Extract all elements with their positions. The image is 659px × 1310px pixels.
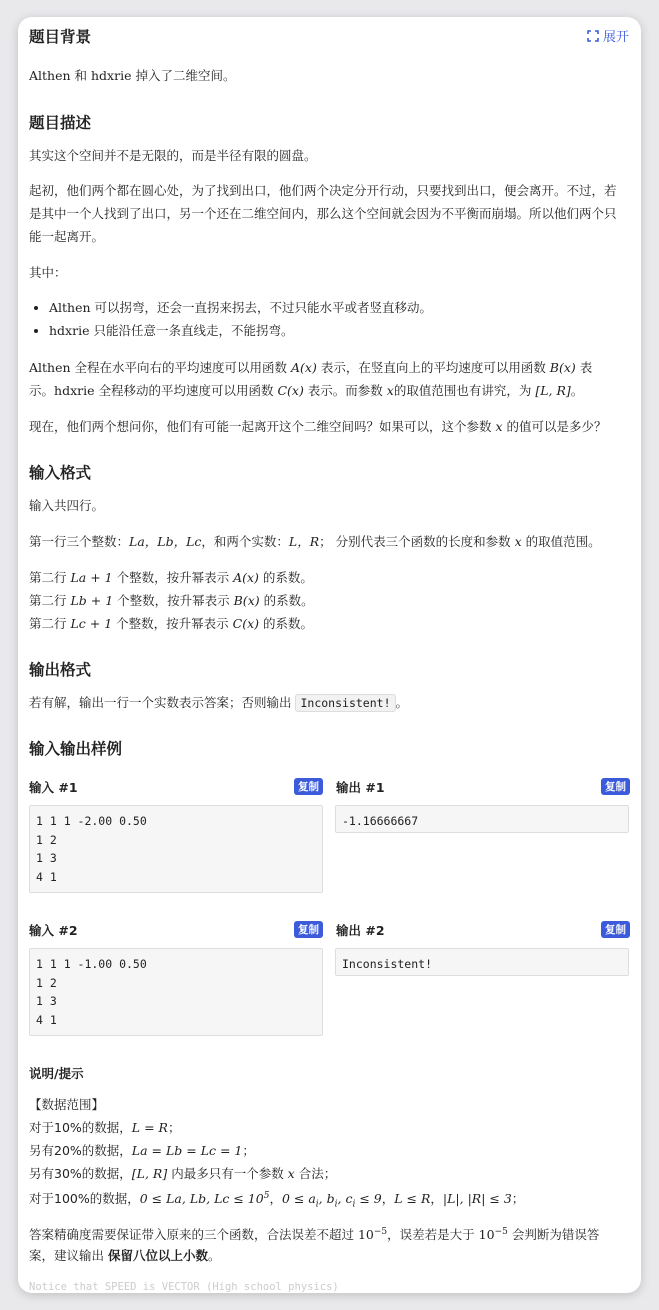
input-format-p2	[29, 530, 601, 553]
math-vars: La，Lb，Lc	[129, 534, 202, 549]
math-expr: 10	[357, 1227, 374, 1243]
text-span: 第二行	[29, 593, 71, 608]
text-span: 表	[575, 360, 593, 375]
text-span: 的值可以是多少？	[502, 419, 607, 434]
copy-button[interactable]: 复制	[601, 921, 630, 938]
text-span: 个整数，按升幂表示	[112, 616, 233, 631]
text-span: 个整数，按升幂表示	[113, 593, 234, 608]
description-p3: 其中：	[29, 265, 67, 280]
samples-title: 输入输出样例	[29, 740, 123, 758]
input-line-2	[29, 589, 314, 612]
text-span: 示。	[29, 383, 55, 398]
hint-title: 说明/提示	[29, 1066, 84, 1081]
bold-text: 保留八位以上小数	[107, 1248, 208, 1263]
text-span: 全程移动的平均速度可以用函数	[94, 383, 278, 398]
text-span: 内最多只有一个参数	[167, 1166, 288, 1181]
text-span: 对于10%的数据，	[29, 1120, 132, 1135]
text-span: 若有解，输出一行一个实数表示答案；否则输出	[29, 695, 296, 710]
text-span: 第二行	[29, 570, 71, 585]
sample-output-2[interactable]: Inconsistent!	[335, 948, 629, 976]
math-range: [L, R]	[535, 383, 571, 398]
math-A: A(x)	[233, 570, 259, 585]
description-title: 题目描述	[29, 114, 92, 132]
math-sup: −5	[373, 1227, 388, 1237]
output-format-title: 输出格式	[29, 661, 92, 679]
math-B: B(x)	[233, 593, 260, 608]
rules-list	[29, 296, 639, 342]
background-text: Althen 和 hdxrie 掉入了二维空间。	[29, 68, 236, 83]
text-span: 的取值范围。	[521, 534, 601, 549]
math-expr: , c	[337, 1191, 353, 1207]
math-expr: [L, R]	[131, 1166, 168, 1181]
bullet-text: 只能沿任意一条直线走，不能拐弯。	[89, 323, 294, 338]
text-span: 的系数。	[259, 616, 313, 631]
background-title: 题目背景	[29, 28, 92, 46]
text-span: ，	[269, 1191, 282, 1207]
text-span: 答案精确度需要保证带入原来的三个函数，合法误差不超过	[29, 1227, 358, 1243]
text-span: ，误差若是大于	[387, 1227, 479, 1243]
text-span: 的系数。	[259, 593, 314, 608]
sample-input-1[interactable]: 1 1 1 -2.00 0.50 1 2 1 3 4 1	[29, 805, 323, 893]
description-p4-line2	[29, 379, 629, 402]
input-line-1	[29, 566, 313, 589]
hint-range-2	[29, 1139, 255, 1162]
text-span: ，	[430, 1191, 443, 1207]
inline-code: Inconsistent!	[295, 694, 395, 712]
bullet-text: 可以拐弯，还会一直拐来拐去，不过只能水平或者竖直移动。	[90, 300, 433, 315]
description-p1: 其实这个空间并不是无限的，而是半径有限的圆盘。	[29, 148, 317, 163]
math-sub: i	[334, 1199, 338, 1210]
text-span: 另有30%的数据，	[29, 1166, 132, 1181]
math-sup: −5	[494, 1227, 508, 1237]
math-sub: i	[352, 1199, 356, 1210]
text-span: 。	[395, 695, 409, 710]
text-span: ；	[242, 1143, 255, 1158]
input-format-p1: 输入共四行。	[29, 498, 105, 513]
input-format-title: 输入格式	[29, 464, 92, 482]
faded-note: Notice that SPEED is VECTOR (High school physics)	[29, 1281, 339, 1293]
text-span: 现在，他们两个想问你，他们有可能一起离开这个二维空间吗？如果可以，这个参数	[29, 419, 496, 434]
sample-output-1[interactable]: -1.16666667	[335, 805, 629, 833]
math-x: x	[514, 534, 522, 549]
description-p5	[29, 415, 629, 438]
sample-input-2-label: 输入 #2	[29, 923, 78, 938]
copy-button[interactable]: 复制	[294, 778, 323, 795]
name-althen: Althen	[29, 360, 71, 375]
copy-button[interactable]: 复制	[294, 921, 323, 938]
math-sup: 5	[263, 1191, 270, 1201]
hint-range-1	[29, 1116, 180, 1139]
math-A: A(x)	[291, 360, 317, 375]
text-span: 第二行	[29, 616, 71, 631]
output-format-p1	[29, 691, 408, 715]
math-expr: Lc + 1	[70, 616, 113, 631]
hint-range-label: 【数据范围】	[29, 1097, 105, 1112]
text-span: 表示，在竖直向上的平均速度可以用函数	[316, 360, 550, 375]
sample-output-2-label: 输出 #2	[336, 923, 385, 938]
input-line-3	[29, 612, 313, 635]
math-expr: Lb + 1	[70, 593, 114, 608]
text-span: ；	[511, 1191, 525, 1207]
math-vars: L，R	[288, 534, 320, 549]
math-expr: La + 1	[70, 570, 113, 585]
expand-label: 展开	[602, 30, 629, 45]
hint-range-3	[29, 1162, 336, 1185]
text-span: 对于100%的数据，	[29, 1191, 140, 1207]
name-althen: Althen	[49, 300, 91, 315]
math-B: B(x)	[549, 360, 576, 375]
math-expr: , b	[318, 1191, 335, 1207]
text-span: 表示。而参数	[303, 383, 387, 398]
text-span: 合法；	[294, 1166, 337, 1181]
math-expr: 0 ≤ La, Lb, Lc ≤ 10	[139, 1191, 264, 1207]
math-expr: 10	[478, 1227, 495, 1243]
text-span: 的取值范围也有讲究，为	[393, 383, 536, 398]
text-span: 。	[570, 383, 584, 398]
text-span: ；	[167, 1120, 181, 1135]
math-expr: |L|, |R| ≤ 3	[442, 1191, 512, 1207]
math-C: C(x)	[232, 616, 259, 631]
expand-icon	[587, 30, 599, 42]
text-span: ，	[381, 1191, 395, 1207]
math-expr: L = R	[131, 1120, 168, 1135]
math-sub: i	[315, 1199, 319, 1210]
hint-accuracy-line1	[29, 1221, 599, 1246]
hint-accuracy-line2	[29, 1244, 221, 1267]
description-p4-line1	[29, 356, 629, 379]
math-C: C(x)	[277, 383, 304, 398]
math-expr: ≤ 9	[355, 1191, 382, 1207]
text-span: 个整数，按升幂表示	[112, 570, 234, 585]
math-expr: L ≤ R	[394, 1191, 431, 1207]
description-p2: 起初，他们两个都在圆心处，为了找到出口，他们两个决定分开行动，只要找到出口，便会离开。不过，若是其中一个人找到了出口，另一个还在二维空间内，那么这个空间就会因为不平衡而崩塌。所以他们两个只能一起离开。	[29, 183, 617, 244]
text-span: 第一行三个整数：	[29, 534, 130, 549]
math-expr: 0 ≤ a	[281, 1191, 316, 1207]
name-hdxrie: hdxrie	[49, 323, 90, 338]
text-span: 另有20%的数据，	[29, 1143, 132, 1158]
copy-button[interactable]: 复制	[601, 778, 630, 795]
sample-output-1-label: 输出 #1	[336, 780, 385, 795]
expand-button[interactable]	[587, 26, 629, 45]
text-span: 会判断为错误答	[507, 1227, 600, 1243]
text-span: 案，建议输出	[29, 1248, 108, 1263]
text-span: ； 分别代表三个函数的长度和参数	[319, 534, 515, 549]
math-x: x	[495, 419, 503, 434]
math-x: x	[386, 383, 394, 398]
list-item	[49, 319, 639, 342]
sample-input-2[interactable]: 1 1 1 -1.00 0.50 1 2 1 3 4 1	[29, 948, 323, 1036]
text-span: 的系数。	[258, 570, 313, 585]
math-expr: La = Lb = Lc = 1	[131, 1143, 243, 1158]
problem-card	[18, 17, 641, 1293]
math-x: x	[287, 1166, 295, 1181]
text-span: 全程在水平向右的平均速度可以用函数	[70, 360, 291, 375]
name-hdxrie: hdxrie	[54, 383, 95, 398]
sample-input-1-label: 输入 #1	[29, 780, 78, 795]
text-span: ，和两个实数：	[201, 534, 289, 549]
text-span: 。	[208, 1248, 221, 1263]
list-item	[49, 296, 639, 319]
card-header	[29, 25, 629, 49]
hint-range-4	[29, 1185, 524, 1217]
